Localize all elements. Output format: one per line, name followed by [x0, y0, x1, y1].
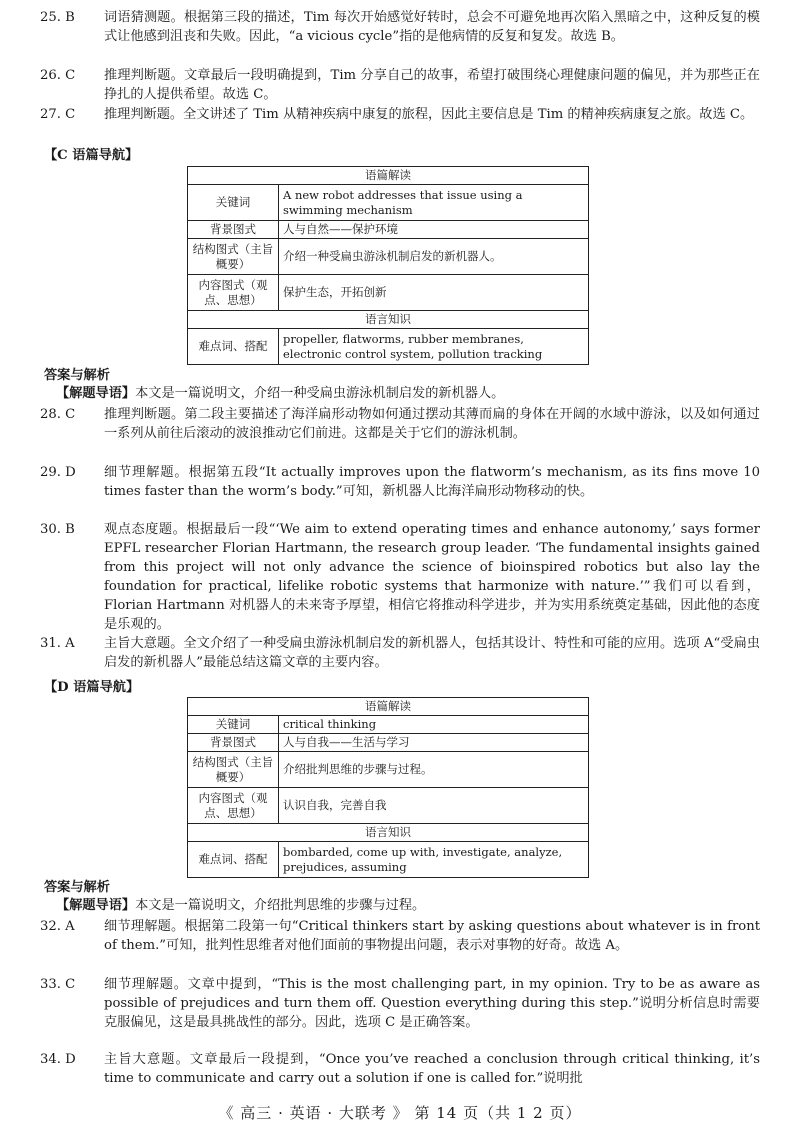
row-value: propeller, flatworms, rubber membranes, electronic control system, pollution tracking [279, 329, 589, 365]
question-number: 34. D [40, 1052, 76, 1067]
guide-line-c [56, 384, 776, 403]
explanation-text: 细节理解题。根据第二段第一句“Critical thinkers start by asking questions about whatever is in front of them.”可知，批判性思维者对他们面前的事物提出问题，表示对事物的好奇。故选 A。 [104, 919, 760, 953]
row-value: 人与自我——生活与学习 [279, 734, 589, 752]
guide-label: 【解题导语】 [56, 386, 136, 401]
explanation-text: 词语猜测题。根据第三段的描述，Tim 每次开始感觉好转时，总会不可避免地再次陷入黑暗之中，这种反复的模式让他感到沮丧和失败。因此，“a vicious cycle”指的是他病情的反复和复发。故选 B。 [104, 10, 760, 44]
question-number: 28. C [40, 407, 76, 422]
guide-label: 【解题导语】 [56, 898, 136, 913]
row-label: 内容图式（观点、思想） [188, 275, 279, 311]
table-subheader: 语言知识 [188, 311, 589, 329]
row-label: 内容图式（观点、思想） [188, 788, 279, 824]
row-value: bombarded, come up with, investigate, analyze, prejudices, assuming [279, 842, 589, 878]
question-number: 32. A [40, 919, 75, 934]
row-label: 难点词、搭配 [188, 329, 279, 365]
answer-item-25 [40, 8, 760, 46]
row-label: 结构图式（主旨概要） [188, 752, 279, 788]
row-value: 介绍批判思维的步骤与过程。 [279, 752, 589, 788]
row-value: A new robot addresses that issue using a swimming mechanism [279, 185, 589, 221]
section-c-table [187, 166, 589, 365]
row-label: 难点词、搭配 [188, 842, 279, 878]
question-number: 25. B [40, 10, 75, 25]
answer-item-27 [40, 105, 760, 124]
question-number: 30. B [40, 522, 75, 537]
guide-text: 本文是一篇说明文，介绍一种受扁虫游泳机制启发的新机器人。 [135, 386, 505, 401]
explanation-text: 推理判断题。全文讲述了 Tim 从精神疾病中康复的旅程，因此主要信息是 Tim 的精神疾病康复之旅。故选 C。 [104, 107, 754, 122]
guide-line-d [56, 896, 776, 915]
question-number: 31. A [40, 636, 75, 651]
question-number: 29. D [40, 465, 76, 480]
answer-item-33 [40, 975, 760, 1032]
table-header: 语篇解读 [188, 698, 589, 716]
row-value: critical thinking [279, 716, 589, 734]
question-number: 26. C [40, 68, 76, 83]
explanation-text: 推理判断题。第二段主要描述了海洋扁形动物如何通过摆动其薄而扁的身体在开阔的水域中游泳，以及如何通过一系列从前往后滚动的波浪推动它们前进。这都是关于它们的游泳机制。 [104, 407, 760, 441]
answer-item-26 [40, 66, 760, 104]
answers-heading-d: 答案与解析 [44, 880, 110, 895]
row-value: 介绍一种受扁虫游泳机制启发的新机器人。 [279, 239, 589, 275]
answer-item-32 [40, 917, 760, 955]
table-header: 语篇解读 [188, 167, 589, 185]
explanation-text: 主旨大意题。全文介绍了一种受扁虫游泳机制启发的新机器人，包括其设计、特性和可能的应用。选项 A“受扁虫启发的新机器人”最能总结这篇文章的主要内容。 [104, 636, 760, 670]
explanation-text: 细节理解题。根据第五段“It actually improves upon the flatworm’s mechanism, as its fins move 10 times faster than the worm’s body.”可知，新机器人比海洋扁形动物移动的快。 [104, 465, 760, 499]
answers-heading-c: 答案与解析 [44, 368, 110, 383]
row-value: 保护生态，开拓创新 [279, 275, 589, 311]
answer-item-31 [40, 634, 760, 672]
answer-item-34 [40, 1050, 760, 1088]
section-c-heading: 【C 语篇导航】 [44, 148, 139, 163]
table-subheader: 语言知识 [188, 824, 589, 842]
answer-item-30 [40, 520, 760, 634]
row-value: 认识自我，完善自我 [279, 788, 589, 824]
row-label: 背景图式 [188, 734, 279, 752]
answer-item-28 [40, 405, 760, 443]
section-d-table [187, 697, 589, 878]
row-value: 人与自然——保护环境 [279, 221, 589, 239]
page-footer: 《 高三 · 英语 · 大联考 》 第 14 页（共 1 2 页） [218, 1104, 582, 1122]
row-label: 关键词 [188, 716, 279, 734]
row-label: 关键词 [188, 185, 279, 221]
question-number: 27. C [40, 107, 76, 122]
section-d-heading: 【D 语篇导航】 [44, 680, 140, 695]
guide-text: 本文是一篇说明文，介绍批判思维的步骤与过程。 [135, 898, 426, 913]
explanation-text: 细节理解题。文章中提到，“This is the most challenging part, in my opinion. Try to be as aware as possible of prejudices and turn them off. Question everything during this step.”说明分析信息时需要克服偏见，这是最具挑战性的部分。因此，选项 C 是正确答案。 [104, 977, 760, 1030]
explanation-text: 观点态度题。根据最后一段“‘We aim to extend operating times and enhance autonomy,’ says former EPFL researcher Florian Hartmann, the research group leader. ‘The fundamental insights gained from this project will not only advance the science of bioinspired robotics but also lay the foundation for practical, lifelike robotic systems that harmonize with nature.’”我们可以看到，Florian Hartmann 对机器人的未来寄予厚望，相信它将推动科学进步，并为实用系统奠定基础，因此他的态度是乐观的。 [104, 522, 760, 632]
explanation-text: 主旨大意题。文章最后一段提到，“Once you’ve reached a conclusion through critical thinking, it’s time to communicate and carry out a solution if one is called for.”说明批 [104, 1052, 760, 1086]
answer-item-29 [40, 463, 760, 501]
row-label: 背景图式 [188, 221, 279, 239]
explanation-text: 推理判断题。文章最后一段明确提到，Tim 分享自己的故事，希望打破围绕心理健康问题的偏见，并为那些正在挣扎的人提供希望。故选 C。 [104, 68, 760, 102]
question-number: 33. C [40, 977, 76, 992]
row-label: 结构图式（主旨概要） [188, 239, 279, 275]
